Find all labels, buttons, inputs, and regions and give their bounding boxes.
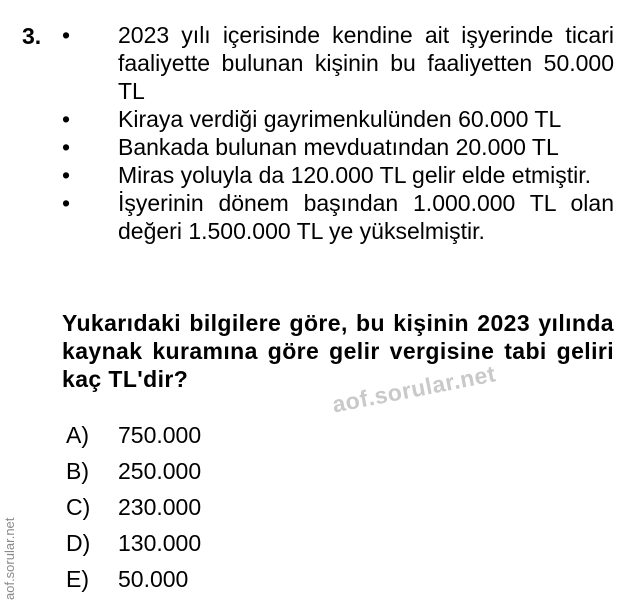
watermark-side: aof.sorular.net bbox=[2, 517, 17, 600]
answer-option-a[interactable] bbox=[66, 417, 201, 453]
option-letter: C) bbox=[66, 494, 91, 520]
question-number: 3. bbox=[22, 23, 42, 49]
option-value: 50.000 bbox=[118, 566, 189, 592]
bullet-item bbox=[62, 161, 614, 189]
answer-option-d[interactable] bbox=[66, 525, 201, 561]
bullet-item bbox=[62, 105, 614, 133]
option-letter: D) bbox=[66, 530, 91, 556]
info-bullet-list bbox=[62, 21, 614, 245]
bullet-text: İşyerinin dönem başından 1.000.000 TL olan değeri 1.500.000 TL ye yükselmiştir. bbox=[118, 190, 614, 244]
bullet-marker: • bbox=[62, 190, 71, 216]
option-value: 750.000 bbox=[118, 422, 202, 448]
answer-option-c[interactable] bbox=[66, 489, 201, 525]
option-value: 230.000 bbox=[118, 494, 202, 520]
question-prompt: Yukarıdaki bilgilere göre, bu kişinin 2023 yılında kaynak kuramına göre gelir vergisine tabi geliri kaç TL'dir? bbox=[62, 310, 614, 392]
option-value: 130.000 bbox=[118, 530, 202, 556]
bullet-text: Miras yoluyla da 120.000 TL gelir elde etmiştir. bbox=[118, 162, 592, 188]
bullet-marker: • bbox=[62, 162, 71, 188]
bullet-item bbox=[62, 133, 614, 161]
answer-options bbox=[66, 417, 201, 597]
option-letter: E) bbox=[66, 566, 89, 592]
watermark-center: aof.sorular.net bbox=[330, 360, 498, 418]
answer-option-b[interactable] bbox=[66, 453, 201, 489]
bullet-marker: • bbox=[62, 134, 71, 160]
bullet-text: Kiraya verdiği gayrimenkulünden 60.000 TL bbox=[118, 106, 562, 132]
bullet-text: Bankada bulunan mevduatından 20.000 TL bbox=[118, 134, 559, 160]
bullet-item bbox=[62, 189, 614, 245]
bullet-item bbox=[62, 21, 614, 105]
option-value: 250.000 bbox=[118, 458, 202, 484]
bullet-marker: • bbox=[62, 22, 71, 48]
bullet-text: 2023 yılı içerisinde kendine ait işyerinde ticari faaliyette bulunan kişinin bu faaliyetten 50.000 TL bbox=[118, 22, 614, 104]
option-letter: A) bbox=[66, 422, 89, 448]
option-letter: B) bbox=[66, 458, 89, 484]
answer-option-e[interactable] bbox=[66, 561, 201, 597]
bullet-marker: • bbox=[62, 106, 71, 132]
